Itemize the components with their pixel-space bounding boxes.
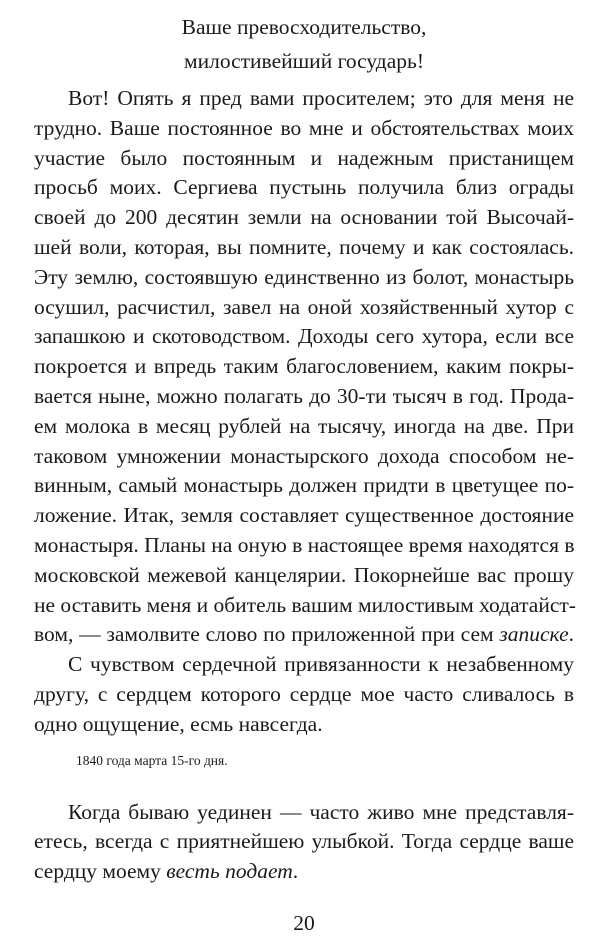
salutation-line: Ваше превосходительство, — [181, 15, 427, 39]
italic-word: записке — [499, 622, 569, 647]
salutation-line: милостивейший государь! — [183, 49, 424, 73]
text-line: трудно. Ваше постоянное во мне и обстоятельствах моих — [34, 115, 574, 140]
text-line: ложение. Итак, земля составляет существенное достояние — [34, 503, 574, 528]
text-line: одно ощущение, есмь навсегда. — [34, 711, 323, 736]
letter-paragraph — [34, 650, 574, 739]
italic-phrase: весть подает — [166, 859, 293, 884]
note-body — [34, 798, 574, 887]
text-line: другу, с сердцем которого сердце мое часто сливалось в — [34, 681, 574, 706]
text-line: не оставить меня и обитель вашим милостивым ходатайст- — [34, 592, 576, 617]
text-line — [34, 620, 574, 650]
text-line: просьб моих. Сергиева пустынь получила близ ограды — [34, 175, 574, 200]
text-line: ем молока в месяц рублей на тысячу, иногда на две. При — [34, 413, 574, 438]
text-segment: сердцу моему — [34, 859, 167, 884]
text-line: Эту землю, состоявшую единственно из болот, монастырь — [34, 264, 574, 289]
text-line: таковом умножении монастырского дохода способом не- — [34, 443, 574, 468]
text-line: Вот! Опять я пред вами просителем; это для меня не — [68, 86, 574, 110]
text-line: шей воли, которая, вы помните, почему и как состоялась. — [34, 234, 574, 259]
page-number: 20 — [293, 911, 315, 935]
text-line: етесь, всегда с приятнейшею улыбкой. Тогда сердце ваше — [34, 829, 574, 854]
text-segment: . — [292, 859, 299, 884]
text-segment: . — [568, 622, 574, 647]
letter-body — [34, 84, 574, 740]
salutation — [34, 10, 574, 78]
text-line: участие было постоянным и надежным пристанищем — [34, 145, 574, 170]
text-line: монастыря. Планы на оную в настоящее время находятся в — [34, 532, 575, 557]
text-line: запашкою и скотоводством. Доходы сего хутора, если все — [34, 324, 574, 349]
book-page — [34, 10, 574, 940]
letter-date: 1840 года марта 15-го дня. — [76, 752, 228, 768]
text-line: винным, самый монастырь должен придти в цветущее по- — [34, 473, 574, 498]
text-line: вается ныне, можно полагать до 30-ти тысяч в год. Прода- — [34, 383, 574, 408]
text-line: С чувством сердечной привязанности к незабвенному — [68, 652, 574, 677]
text-line: Когда бываю уединен — часто живо мне представля- — [68, 799, 574, 824]
text-line: московской межевой канцелярии. Покорнейше вас прошу — [34, 562, 574, 587]
letter-paragraph — [34, 84, 574, 650]
text-line: покроется и впредь таким благословением, каким покры- — [34, 354, 574, 379]
text-line: осушил, расчистил, завел на оной хозяйственный хутор с — [34, 294, 574, 319]
text-line — [34, 857, 574, 887]
text-segment: вом, — замолвите слово по приложенной при сем — [34, 622, 500, 647]
text-line: своей до 200 десятин земли на основании той Высочай- — [34, 205, 574, 230]
note-paragraph — [34, 798, 574, 887]
